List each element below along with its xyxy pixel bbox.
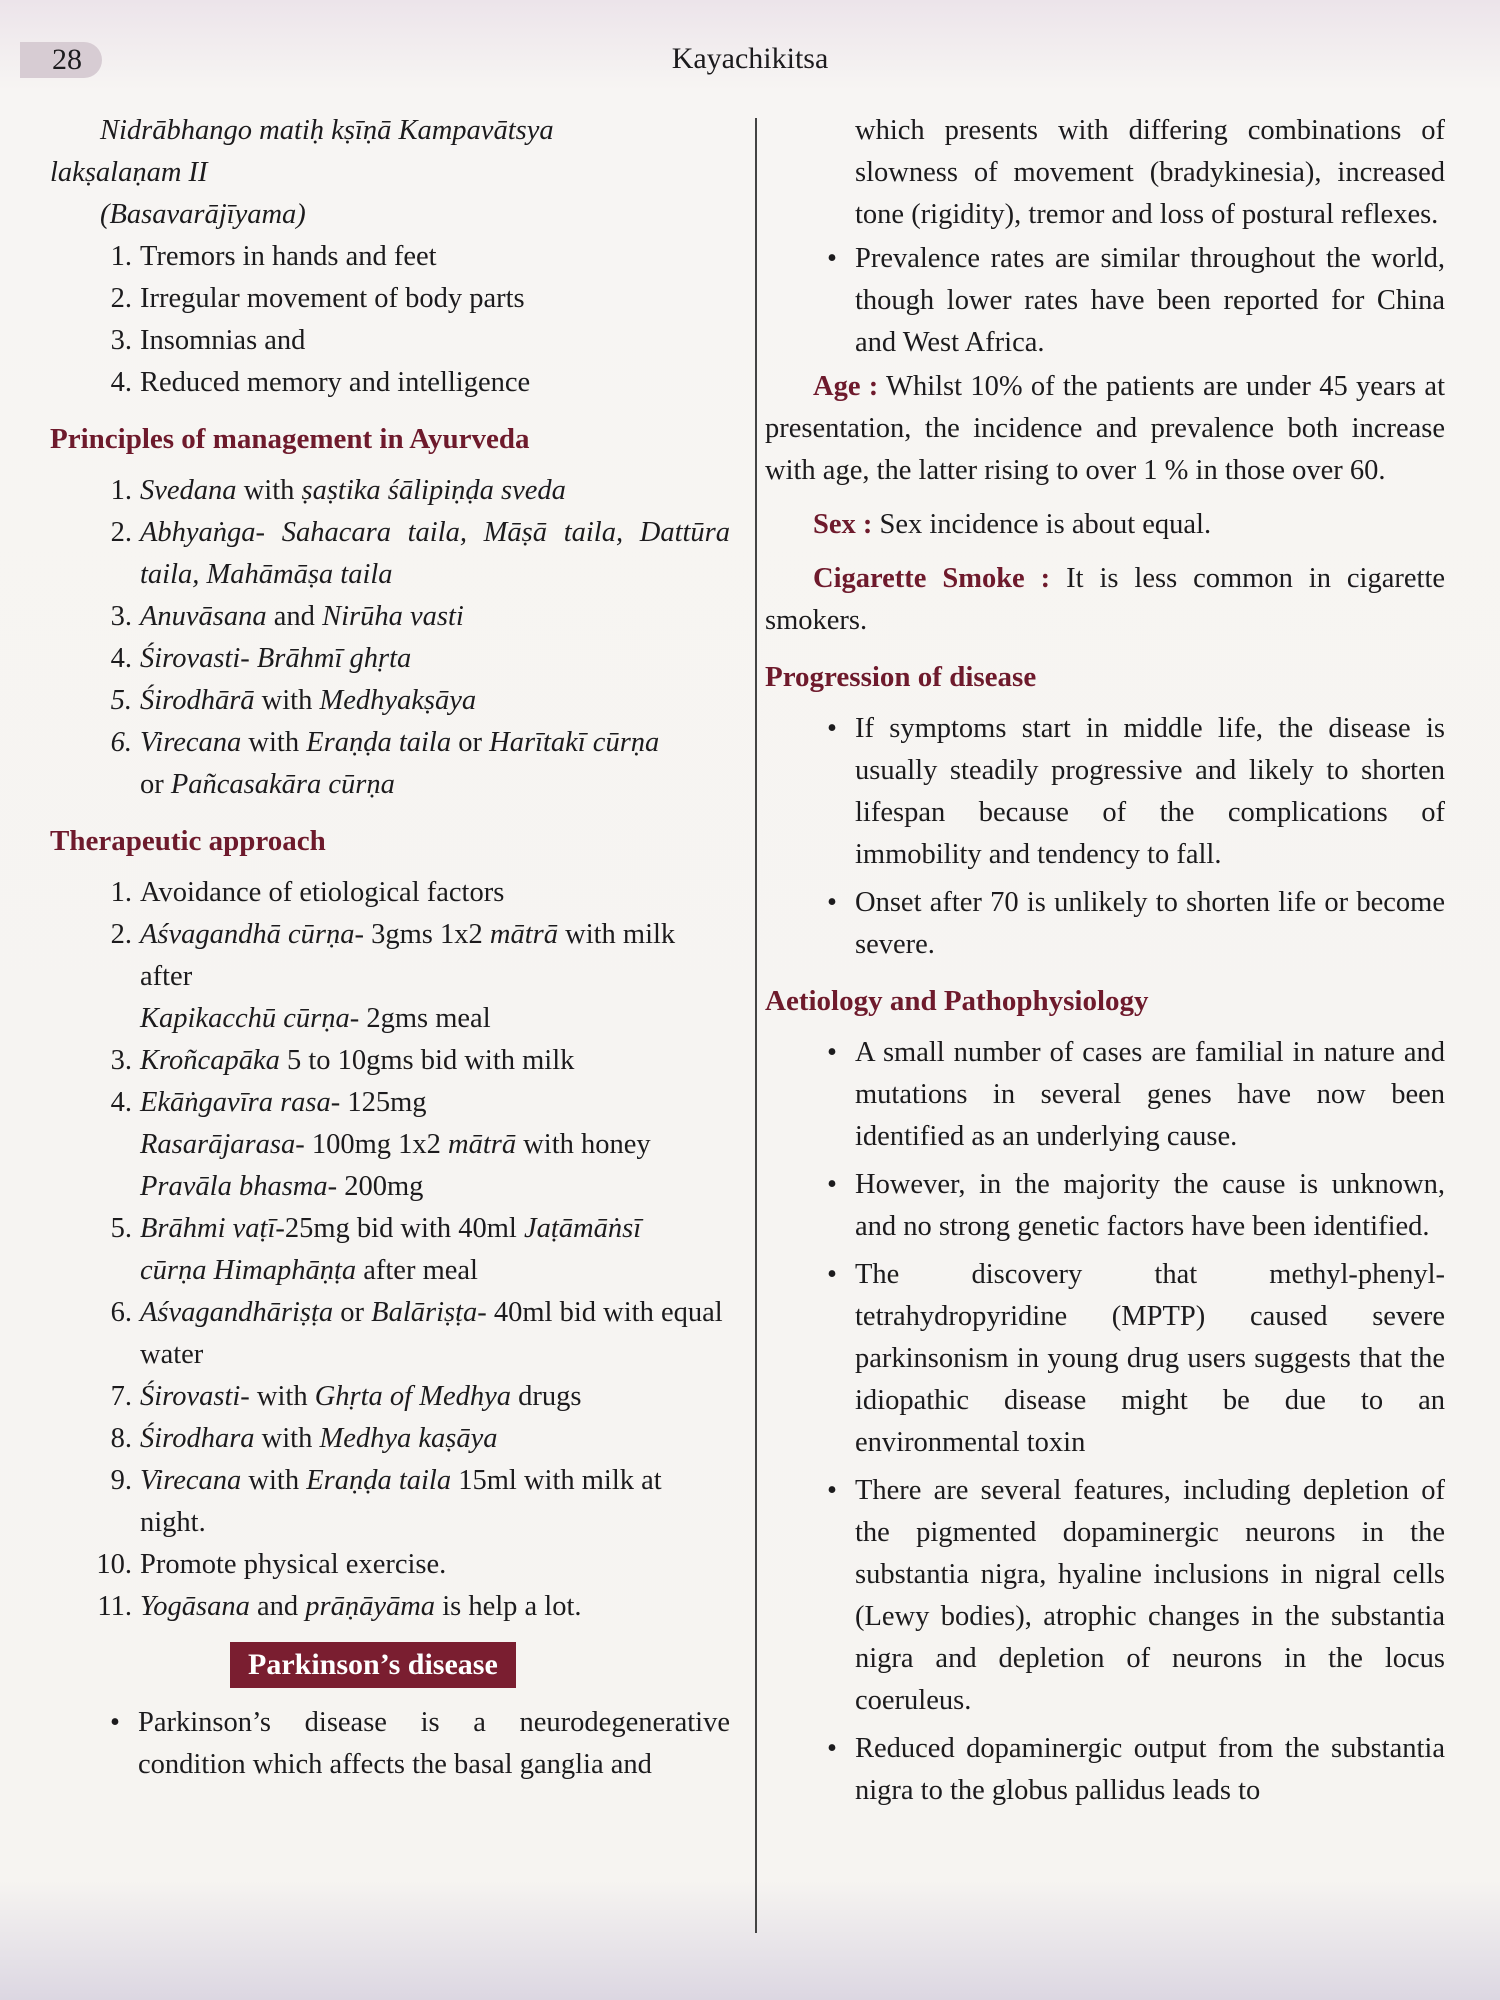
- symptom-list: [50, 236, 730, 404]
- pd-bullet-list: [50, 1702, 730, 1786]
- list-item: • The discovery that methyl-phenyl-tetrahydropyridine (MPTP) caused severe parkinsonism in young drug users suggests that the idiopathic disease might be due to an environmental toxin: [765, 1254, 1445, 1464]
- list-item: 5. Śirodhārā with Medhyakṣāya: [110, 685, 477, 716]
- list-item: • Parkinson’s disease is a neurodegenerative condition which affects the basal ganglia and: [50, 1702, 730, 1786]
- list-item: 1. Avoidance of etiological factors: [110, 877, 505, 908]
- list-item: 4. Reduced memory and intelligence: [110, 367, 531, 398]
- sex-paragraph: Sex : Sex incidence is about equal.: [813, 509, 1212, 540]
- bullet-icon: •: [827, 1169, 837, 1200]
- principles-list: [50, 470, 730, 806]
- list-item: • Reduced dopaminergic output from the substantia nigra to the globus pallidus leads to: [765, 1728, 1445, 1812]
- intro-list: [765, 110, 1445, 364]
- list-item: 2. Irregular movement of body parts: [110, 283, 525, 314]
- bullet-icon: •: [110, 1707, 120, 1738]
- verse-line-1: Nidrābhango matiḥ kṣīṇā Kampavātsya: [100, 115, 554, 146]
- page-number: 28: [20, 42, 102, 78]
- list-item: 5. Brāhmi vaṭī-25mg bid with 40ml Jaṭāmāṅsī cūrṇa Himaphāṇṭa after meal: [110, 1213, 642, 1286]
- list-item: 3. Kroñcapāka 5 to 10gms bid with milk: [110, 1045, 575, 1076]
- column-divider: [755, 118, 757, 1933]
- list-item: 2. Abhyaṅga- Sahacara taila, Māṣā taila, Dattūra taila, Mahāmāṣa taila: [110, 517, 730, 590]
- section-title-box: Parkinson’s disease: [230, 1642, 516, 1688]
- section-heading-therapeutic: Therapeutic approach: [50, 825, 326, 857]
- therapeutic-list: [50, 872, 730, 1628]
- bullet-icon: •: [827, 1037, 837, 1068]
- section-heading-principles: Principles of management in Ayurveda: [50, 423, 530, 455]
- bullet-icon: •: [827, 1475, 837, 1506]
- list-item: 6. Aśvagandhāriṣṭa or Balāriṣṭa- 40ml bid with equal water: [110, 1297, 723, 1370]
- list-item: 1. Tremors in hands and feet: [110, 241, 437, 272]
- list-item: 1. Svedana with ṣaṣtika śālipiṇḍa sveda: [110, 475, 566, 506]
- verse-source: (Basavarājīyama): [100, 199, 306, 230]
- section-heading-aetiology: Aetiology and Pathophysiology: [765, 985, 1149, 1017]
- smoke-paragraph: Cigarette Smoke : It is less common in cigarette smokers.: [765, 563, 1446, 636]
- bullet-icon: •: [827, 1259, 837, 1290]
- list-item: • Prevalence rates are similar throughout the world, though lower rates have been reported for China and West Africa.: [765, 238, 1445, 364]
- left-column: [50, 110, 730, 1788]
- bullet-icon: •: [827, 713, 837, 744]
- list-item: • There are several features, including depletion of the pigmented dopaminergic neurons in the substantia nigra, hyaline inclusions in nigral cells (Lewy bodies), atrophic changes in the substantia nigra and depletion of neurons in the locus coeruleus.: [765, 1470, 1445, 1722]
- list-item: • However, in the majority the cause is unknown, and no strong genetic factors have been identified.: [765, 1164, 1445, 1248]
- list-item: 10. Promote physical exercise.: [96, 1549, 447, 1580]
- list-item: • If symptoms start in middle life, the disease is usually steadily progressive and likely to shorten lifespan because of the complications of immobility and tendency to fall.: [765, 708, 1445, 876]
- list-item: • Onset after 70 is unlikely to shorten life or become severe.: [765, 882, 1445, 966]
- list-item: 6. Virecana with Eraṇḍa taila or Harītakī cūrṇa or Pañcasakāra cūrṇa: [110, 727, 660, 800]
- section-heading-progression: Progression of disease: [765, 661, 1037, 693]
- bullet-icon: •: [827, 243, 837, 274]
- page-header: [0, 0, 1500, 110]
- list-item: which presents with differing combinations of slowness of movement (bradykinesia), increased tone (rigidity), tremor and loss of postural reflexes.: [855, 115, 1445, 230]
- verse-line-2: lakṣalaṇam II: [50, 157, 208, 188]
- list-item: 2. Aśvagandhā cūrṇa- 3gms 1x2 mātrā with milk after Kapikacchū cūrṇa- 2gms meal: [110, 919, 676, 1034]
- bullet-icon: •: [827, 887, 837, 918]
- list-item: 3. Insomnias and: [110, 325, 306, 356]
- list-item: 4. Śirovasti- Brāhmī ghṛta: [110, 643, 412, 674]
- list-item: 3. Anuvāsana and Nirūha vasti: [110, 601, 464, 632]
- aetiology-list: [765, 1032, 1445, 1812]
- right-column: [765, 110, 1445, 1814]
- age-paragraph: Age : Whilst 10% of the patients are under 45 years at presentation, the incidence and prevalence both increase with age, the latter rising to over 1 % in those over 60.: [765, 371, 1445, 486]
- list-item: 8. Śirodhara with Medhya kaṣāya: [110, 1423, 498, 1454]
- bullet-icon: •: [827, 1733, 837, 1764]
- list-item: 9. Virecana with Eraṇḍa taila 15ml with milk at night.: [110, 1465, 662, 1538]
- list-item: • A small number of cases are familial in nature and mutations in several genes have now been identified as an underlying cause.: [765, 1032, 1445, 1158]
- progression-list: [765, 708, 1445, 966]
- list-item: 7. Śirovasti- with Ghṛta of Medhya drugs: [110, 1381, 582, 1412]
- running-title: Kayachikitsa: [671, 42, 829, 75]
- list-item: 11. Yogāsana and prāṇāyāma is help a lot.: [97, 1591, 582, 1622]
- list-item: 4. Ekāṅgavīra rasa- 125mg Rasarājarasa- 100mg 1x2 mātrā with honey Pravāla bhasma- 200mg: [110, 1087, 651, 1202]
